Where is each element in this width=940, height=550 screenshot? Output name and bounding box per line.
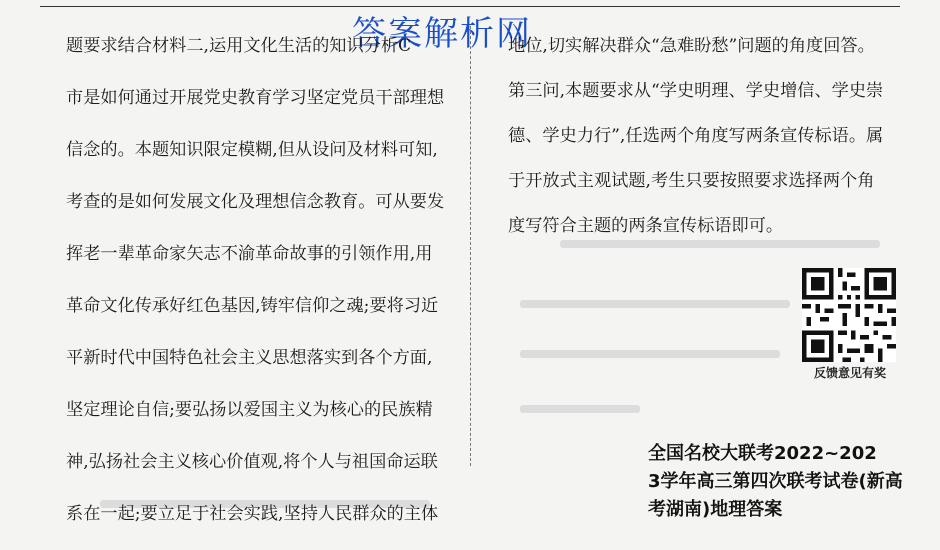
site-watermark: 答案解析网 (352, 14, 532, 54)
bleed-through-text (520, 405, 640, 413)
text-line: 挥老一辈革命家矢志不渝革命故事的引领作用,用 (66, 244, 433, 264)
qr-code-label: 反馈意见有奖 (813, 366, 886, 380)
text-line: 信念的。本题知识限定模糊,但从设问及材料可知, (66, 140, 438, 160)
text-line: 地位,切实解决群众“急难盼愁”问题的角度回答。 (508, 36, 875, 56)
column-divider (470, 26, 471, 466)
caption-line: 考湖南)地理答案 (648, 499, 783, 520)
text-line: 于开放式主观试题,考生只要按照要求选择两个角 (508, 171, 875, 191)
text-line: 度写符合主题的两条宣传标语即可。 (508, 216, 784, 236)
text-line: 题要求结合材料二,运用文化生活的知识分析C (66, 36, 412, 56)
text-line: 德、学史力行”,任选两个角度写两条宣传标语。属 (508, 126, 884, 146)
caption-line: 3学年高三第四次联考试卷(新高 (648, 471, 903, 492)
text-line: 坚定理论自信;要弘扬以爱国主义为核心的民族精 (66, 400, 433, 420)
exam-caption (648, 440, 938, 524)
text-line: 市是如何通过开展党史教育学习坚定党员干部理想 (66, 88, 445, 108)
bleed-through-text (520, 300, 790, 308)
text-line: 第三问,本题要求从“学史明理、学史增信、学史崇 (508, 81, 884, 101)
left-column (66, 30, 466, 550)
text-line: 革命文化传承好红色基因,铸牢信仰之魂;要将习近 (66, 296, 439, 316)
bleed-through-text (520, 350, 780, 358)
qr-code-icon[interactable] (802, 268, 896, 362)
text-line: 神,弘扬社会主义核心价值观,将个人与祖国命运联 (66, 452, 438, 472)
text-line: 系在一起;要立足于社会实践,坚持人民群众的主体 (66, 504, 439, 524)
caption-line: 全国名校大联考2022~202 (648, 443, 877, 464)
text-line: 平新时代中国特色社会主义思想落实到各个方面, (66, 348, 433, 368)
text-line: 考查的是如何发展文化及理想信念教育。可从要发 (66, 192, 445, 212)
right-column (508, 30, 908, 255)
